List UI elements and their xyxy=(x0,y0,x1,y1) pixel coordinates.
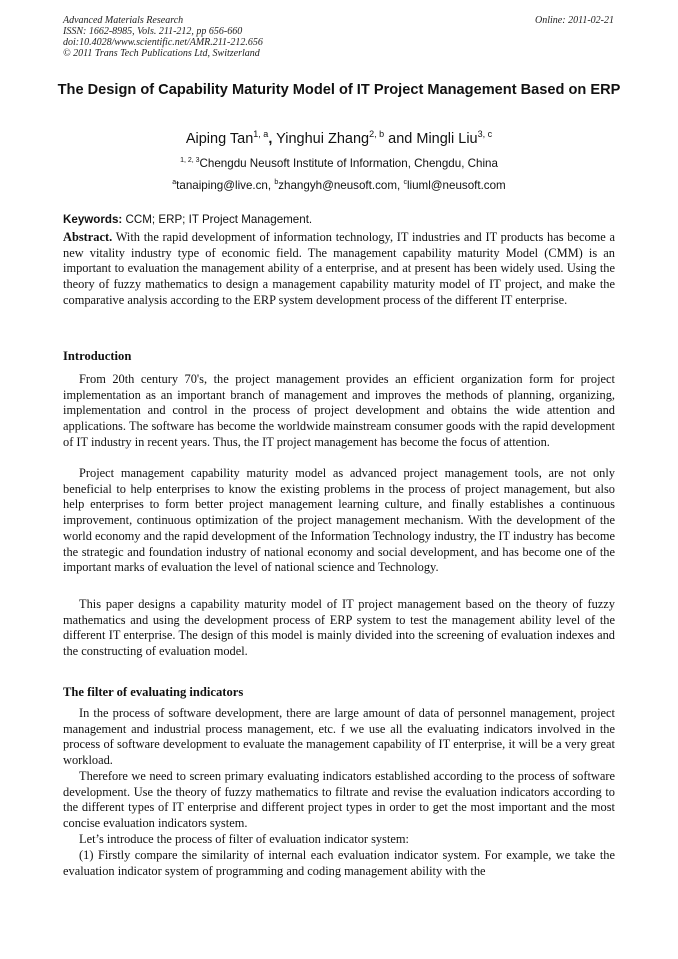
journal-copyright: © 2011 Trans Tech Publications Ltd, Switzerland xyxy=(63,48,260,59)
journal-header xyxy=(63,15,263,59)
online-date xyxy=(535,15,614,26)
online-date-text: Online: 2011-02-21 xyxy=(535,15,614,26)
author-2: Yinghui Zhang xyxy=(276,131,370,147)
journal-issn: ISSN: 1662-8985, Vols. 211-212, pp 656-660 xyxy=(63,26,243,37)
author-2-sup: 2, b xyxy=(369,129,385,139)
paragraph: This paper designs a capability maturity model of IT project management based on the theory of fuzzy mathematics and using the development process of ERP system to test the management ability level of the different IT enterprise. The design of this model is mainly divided into the screening of evaluation indexes and the constructing of evaluation model. xyxy=(63,597,615,659)
abstract-label: Abstract. xyxy=(63,230,113,244)
author-emails: $^a$tanaiping@live.cn, $^b$zhangyh@neusoft.com, $^c$liuml@neusoft.com xyxy=(172,179,506,192)
email-c-sup: c xyxy=(403,179,407,186)
keywords-text: CCM; ERP; IT Project Management. xyxy=(122,213,313,226)
email-b-sup: b xyxy=(274,179,279,186)
paper-title: The Design of Capability Maturity Model of IT Project Management Based on ERP xyxy=(57,82,621,98)
author-list: Aiping Tan$^{1, a}$, Yinghui Zhang$^{2, b}$ and Mingli Liu$^{3, c}$ xyxy=(185,129,493,147)
paragraph: In the process of software development, there are large amount of data of personnel management, project management and industrial process management, etc. f we use all the evaluating indicators involved in the process of software development to evaluate the management capability of IT enterprise, it will be a very great workload. xyxy=(63,706,615,768)
affiliation-text: Chengdu Neusoft Institute of Information, Chengdu, China xyxy=(199,157,498,170)
paragraph: (1) Firstly compare the similarity of internal each evaluation indicator system. For example, we take the evaluation indicator system of programming and coding management ability with the xyxy=(63,848,615,878)
section-heading-introduction: Introduction xyxy=(63,349,132,363)
paragraph: Project management capability maturity model as advanced project management tools, are not only beneficial to help enterprises to know the existing problems in the process of project management, but also help enterprises to form better project management learning culture, and finally establishes a continuous improvement, continuous optimization of the project management mechanism. With the development of the world economy and the rapid development of the Information Technology industry, the IT industry has become the strategic and foundation industry of national economy and social development, and has become one of the important marks of evaluation the level of national science and Technology. xyxy=(63,466,615,575)
email-a-sup: a xyxy=(172,179,177,186)
author-1-sup: 1, a xyxy=(253,129,269,139)
email-c: liuml@neusoft.com xyxy=(406,179,506,192)
affiliation xyxy=(0,156,678,172)
affiliation-sup: 1, 2, 3 xyxy=(180,157,200,164)
section-heading-filter: The filter of evaluating indicators xyxy=(63,685,244,699)
author-3-sup: 3, c xyxy=(477,129,493,139)
paragraph: Let’s introduce the process of filter of evaluation indicator system: xyxy=(79,832,409,846)
email-b: zhangyh@neusoft.com xyxy=(278,179,397,192)
abstract xyxy=(63,230,615,309)
author-1: Aiping Tan xyxy=(185,131,254,147)
email-a: tanaiping@live.cn xyxy=(176,179,268,192)
author-3: Mingli Liu xyxy=(416,131,478,147)
paragraph: Therefore we need to screen primary evaluating indicators established according to the process of software development. Use the theory of fuzzy mathematics to filtrate and revise the evaluation indicators according to the different types of IT enterprise and different project types in order to get the most important and the most concise evaluation indicators system. xyxy=(63,769,615,831)
journal-name: Advanced Materials Research xyxy=(63,15,184,26)
abstract-text: With the rapid development of information technology, IT industries and IT products has become a new vitality industry type of economic field. The management capability maturity Model (CMM) is an important to evaluation the management ability of a enterprise, and at present has been widely used. Using the theory of fuzzy mathematics to design a management capability maturity model of IT project, and make the comparative analysis according to the ERP system development process of the different IT enterprise. xyxy=(63,230,615,307)
keywords-label: Keywords: xyxy=(63,213,123,226)
author-and: and xyxy=(384,131,417,147)
paragraph: From 20th century 70's, the project management provides an efficient organization form for project implementation as an important branch of management and improves the methods of planning, organizing, implementation and control in the process of project development and obtains the wide attention and applications. The software has become the worldwide mainstream consumer goods with the rapid development of IT industry in recent years. Thus, the IT project management has become the focus of attention. xyxy=(63,372,615,449)
journal-doi: doi:10.4028/www.scientific.net/AMR.211-212.656 xyxy=(63,37,263,48)
keywords xyxy=(63,212,615,228)
